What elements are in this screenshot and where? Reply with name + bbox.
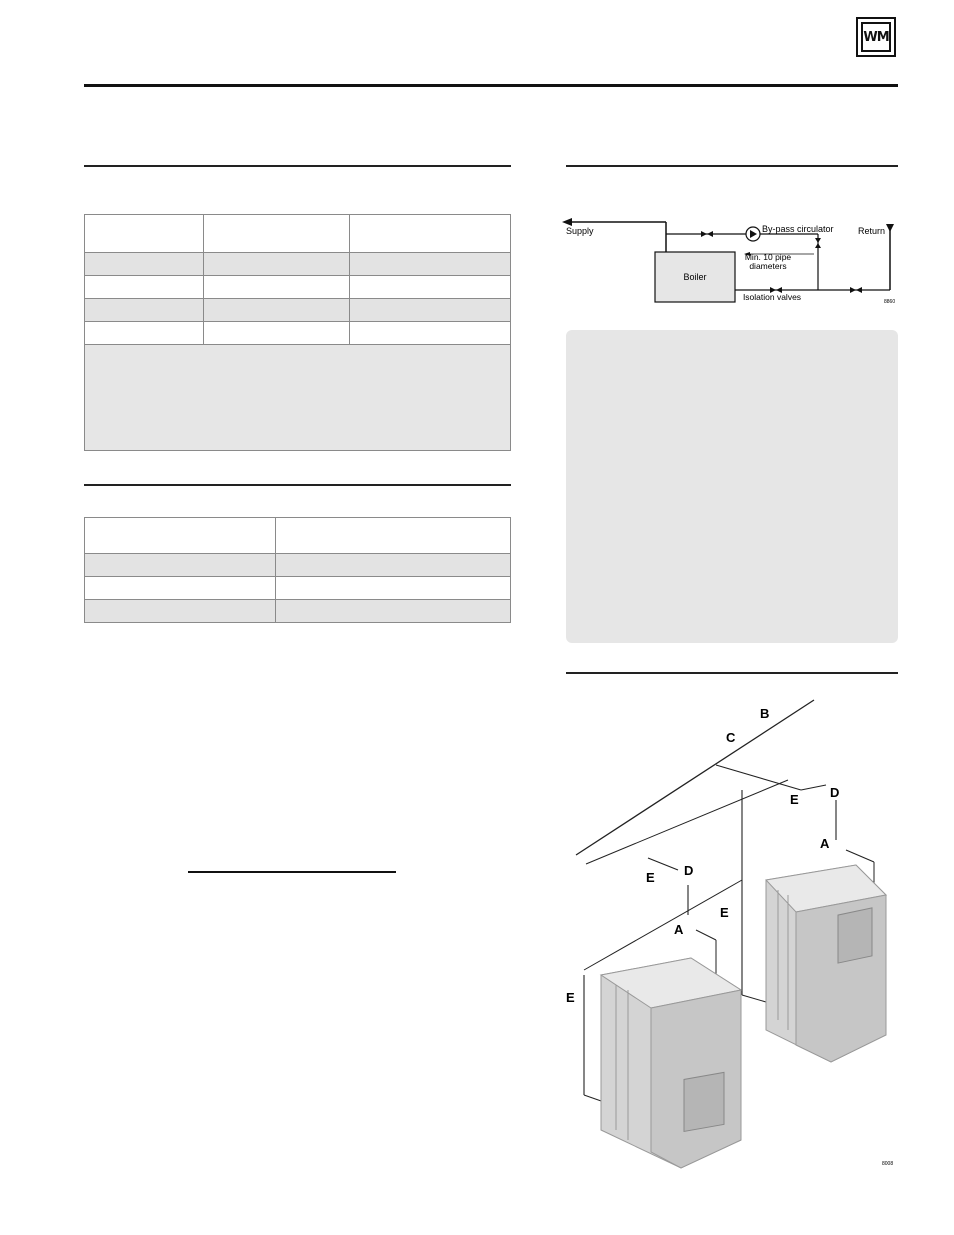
header-rule	[84, 84, 898, 87]
callout-c: C	[726, 730, 736, 745]
table-cell	[276, 577, 511, 600]
min-pipe-label: Min. 10 pipe	[744, 252, 792, 262]
table-row	[85, 299, 511, 322]
table-row	[85, 554, 511, 577]
callout-e-3: E	[720, 905, 729, 920]
callout-e-4: E	[566, 990, 575, 1005]
callout-a-2: A	[674, 922, 684, 937]
table-cell	[204, 299, 350, 322]
table-cell	[204, 276, 350, 299]
table-2	[84, 517, 511, 623]
boiler-label: Boiler	[683, 272, 707, 282]
table-cell	[276, 554, 511, 577]
left-section-rule-1	[84, 165, 511, 167]
table-cell	[85, 600, 276, 623]
table-row	[85, 215, 511, 253]
table-row	[85, 577, 511, 600]
callout-a-1: A	[820, 836, 830, 851]
table-row	[85, 322, 511, 345]
callout-d-1: D	[830, 785, 840, 800]
valve-icon	[850, 287, 856, 293]
right-section-rule-1	[566, 165, 898, 167]
callout-d-2: D	[684, 863, 694, 878]
callout-e-1: E	[790, 792, 799, 807]
table-cell	[350, 253, 511, 276]
logo-mark: WM	[861, 22, 891, 52]
table-row	[85, 600, 511, 623]
figure-number-2: 8008	[882, 1161, 894, 1167]
table-row	[85, 276, 511, 299]
valve-icon	[815, 238, 821, 243]
callout-b: B	[760, 706, 770, 721]
callout-e-2: E	[646, 870, 655, 885]
valve-icon	[701, 231, 707, 237]
table-cell	[276, 600, 511, 623]
table-cell	[85, 299, 204, 322]
table-cell	[85, 215, 204, 253]
left-boiler	[601, 958, 741, 1168]
table-cell	[350, 322, 511, 345]
table-cell	[350, 299, 511, 322]
min-pipe-label-2: diameters	[749, 261, 787, 271]
table-1	[84, 214, 511, 345]
table-cell	[204, 215, 350, 253]
figure-number: 8860	[884, 299, 896, 305]
left-section-rule-2	[84, 484, 511, 486]
table-cell	[85, 276, 204, 299]
table-cell	[85, 253, 204, 276]
primary-secondary-piping-diagram	[556, 210, 906, 310]
isolation-valves-label: Isolation valves	[742, 292, 802, 302]
table-cell	[204, 322, 350, 345]
return-arrow-icon	[886, 224, 894, 232]
table-cell	[204, 253, 350, 276]
signature-underline	[188, 871, 396, 873]
table-cell	[350, 276, 511, 299]
supply-arrow-icon	[562, 218, 572, 226]
return-label: Return	[858, 226, 886, 236]
multiple-boiler-piping-illustration	[556, 690, 906, 1180]
notice-panel	[566, 330, 898, 643]
table-1-note	[84, 344, 511, 451]
weil-mclain-logo	[856, 17, 896, 57]
table-cell	[85, 577, 276, 600]
bypass-label: By-pass circulator	[762, 224, 834, 234]
table-row	[85, 518, 511, 554]
table-cell	[350, 215, 511, 253]
table-cell	[276, 518, 511, 554]
header-pipe	[576, 700, 814, 855]
table-row	[85, 253, 511, 276]
supply-label: Supply	[566, 226, 594, 236]
table-cell	[85, 518, 276, 554]
right-boiler	[766, 865, 886, 1062]
table-cell	[85, 322, 204, 345]
right-section-rule-2	[566, 672, 898, 674]
table-cell	[85, 554, 276, 577]
